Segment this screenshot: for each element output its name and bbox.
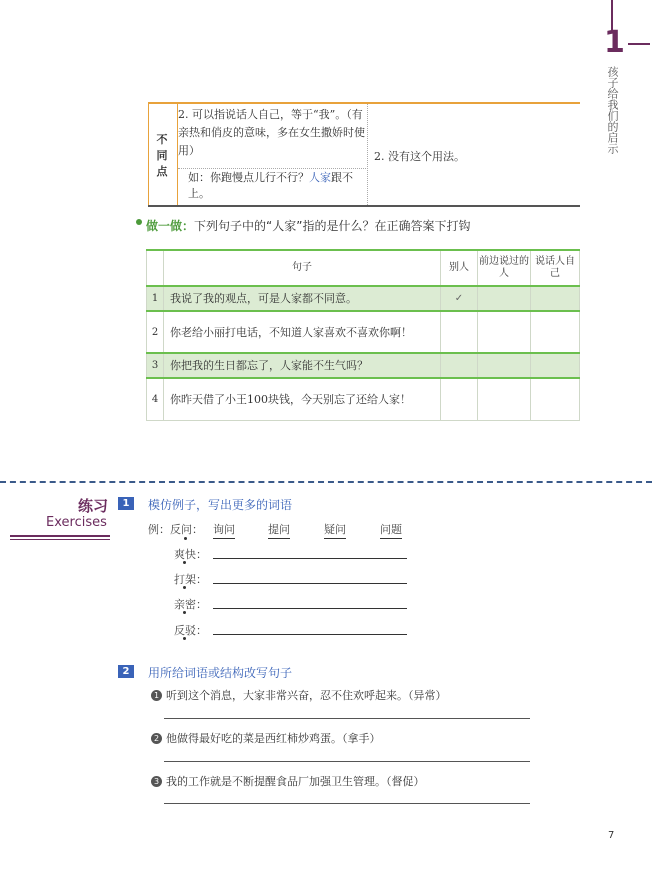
table-row (147, 378, 580, 420)
row-number: 1 (147, 286, 164, 311)
emphasis-dot (183, 637, 186, 640)
item-marker: 3 (151, 776, 162, 787)
emphasis-dot (183, 586, 186, 589)
section-number-1: 1 (118, 497, 134, 510)
exercises-underline (10, 535, 110, 537)
practice-label: 做一做： (146, 219, 195, 233)
check-cell-speaker[interactable] (531, 378, 580, 420)
row-sentence: 你老给小丽打电话，不知道人家喜欢不喜欢你啊！ (164, 311, 441, 353)
check-cell-mentioned[interactable] (478, 311, 531, 353)
fill-label: 打架： (174, 573, 207, 586)
comparison-table (148, 102, 580, 207)
example-label: 例：反问： (148, 523, 203, 536)
emphasis-dot (184, 537, 187, 540)
check-cell-others[interactable] (441, 353, 478, 378)
chapter-marker-dash (628, 43, 650, 45)
rewrite-sentence: 听到这个消息，大家非常兴奋，忍不住欢呼起来。（异常） (166, 689, 447, 702)
rewrite-sentence: 他做得最好吃的菜是西红柿炒鸡蛋。（拿手） (166, 732, 381, 745)
table-row (147, 353, 580, 378)
example-suffix: 跟不上。 (188, 171, 353, 200)
example-word: 提问 (268, 521, 290, 539)
answer-line[interactable] (213, 634, 407, 635)
row-sentence: 你昨天借了小王100块钱，今天别忘了还给人家！ (164, 378, 441, 420)
header-speaker: 说话人自己 (531, 250, 580, 286)
header-sentence: 句子 (164, 250, 441, 286)
emphasis-dot (183, 561, 186, 564)
practice-text: 下列句子中的“人家”指的是什么？在正确答案下打钩 (194, 219, 471, 233)
fill-label: 亲密： (174, 598, 207, 611)
comparison-example (188, 170, 366, 202)
header-number (147, 250, 164, 286)
section-number-2: 2 (118, 665, 134, 678)
row-sentence: 你把我的生日都忘了，人家能不生气吗？ (164, 353, 441, 378)
check-cell-speaker[interactable] (531, 353, 580, 378)
rewrite-item (151, 773, 425, 789)
table-row (147, 311, 580, 353)
item-marker: 2 (151, 733, 162, 744)
practice-table (146, 249, 580, 421)
exercises-title-zh: 练习 (78, 497, 109, 515)
check-cell-others[interactable]: ✓ (441, 286, 478, 311)
exercises-title-en: Exercises (46, 515, 107, 530)
bullet-icon (136, 219, 142, 225)
fill-label: 反驳： (174, 624, 207, 637)
row-number: 4 (147, 378, 164, 420)
header-mentioned: 前边说过的人 (478, 250, 531, 286)
exercises-underline-thin (10, 539, 110, 540)
rewrite-item (151, 730, 381, 746)
example-highlight: 人家 (309, 171, 331, 184)
answer-line[interactable] (164, 718, 530, 719)
rewrite-item (151, 687, 447, 703)
practice-instruction (146, 217, 470, 234)
row-number: 3 (147, 353, 164, 378)
comparison-divider (367, 104, 368, 205)
section-1-title: 模仿例子，写出更多的词语 (148, 498, 293, 512)
check-cell-others[interactable] (441, 311, 478, 353)
comparison-header: 不同点 (156, 133, 168, 178)
check-cell-mentioned[interactable] (478, 378, 531, 420)
table-row (147, 286, 580, 311)
header-others: 别人 (441, 250, 478, 286)
comparison-header-cell (148, 104, 178, 205)
practice-table-header (147, 250, 580, 286)
chapter-number: 1 (604, 25, 625, 60)
section-2-title: 用所给词语或结构改写句子 (148, 666, 293, 680)
comparison-right-text: 2. 没有这个用法。 (374, 150, 465, 163)
check-cell-mentioned[interactable] (478, 353, 531, 378)
check-cell-others[interactable] (441, 378, 478, 420)
answer-line[interactable] (213, 583, 407, 584)
rewrite-sentence: 我的工作就是不断提醒食品厂加强卫生管理。（督促） (166, 775, 425, 788)
answer-line[interactable] (164, 761, 530, 762)
example-word: 问题 (380, 521, 402, 539)
check-cell-speaker[interactable] (531, 311, 580, 353)
check-cell-speaker[interactable] (531, 286, 580, 311)
fill-label: 爽快： (174, 548, 207, 561)
example-word: 询问 (213, 521, 235, 539)
emphasis-dot (183, 611, 186, 614)
example-word: 疑问 (324, 521, 346, 539)
check-cell-mentioned[interactable] (478, 286, 531, 311)
row-number: 2 (147, 311, 164, 353)
page-number: 7 (608, 830, 615, 841)
section-divider (0, 481, 652, 483)
answer-line[interactable] (213, 558, 407, 559)
comparison-left-text: 2. 可以指说话人自己，等于“我”。（有亲热和俏皮的意味，多在女生撒娇时使用） (178, 108, 365, 157)
chapter-title: 孩子给我们的启示 (606, 66, 619, 154)
answer-line[interactable] (164, 803, 530, 804)
comparison-separator (178, 168, 366, 169)
row-sentence: 我说了我的观点，可是人家都不同意。 (164, 286, 441, 311)
answer-line[interactable] (213, 608, 407, 609)
item-marker: 1 (151, 690, 162, 701)
example-prefix: 如：你跑慢点儿行不行？ (188, 171, 309, 184)
